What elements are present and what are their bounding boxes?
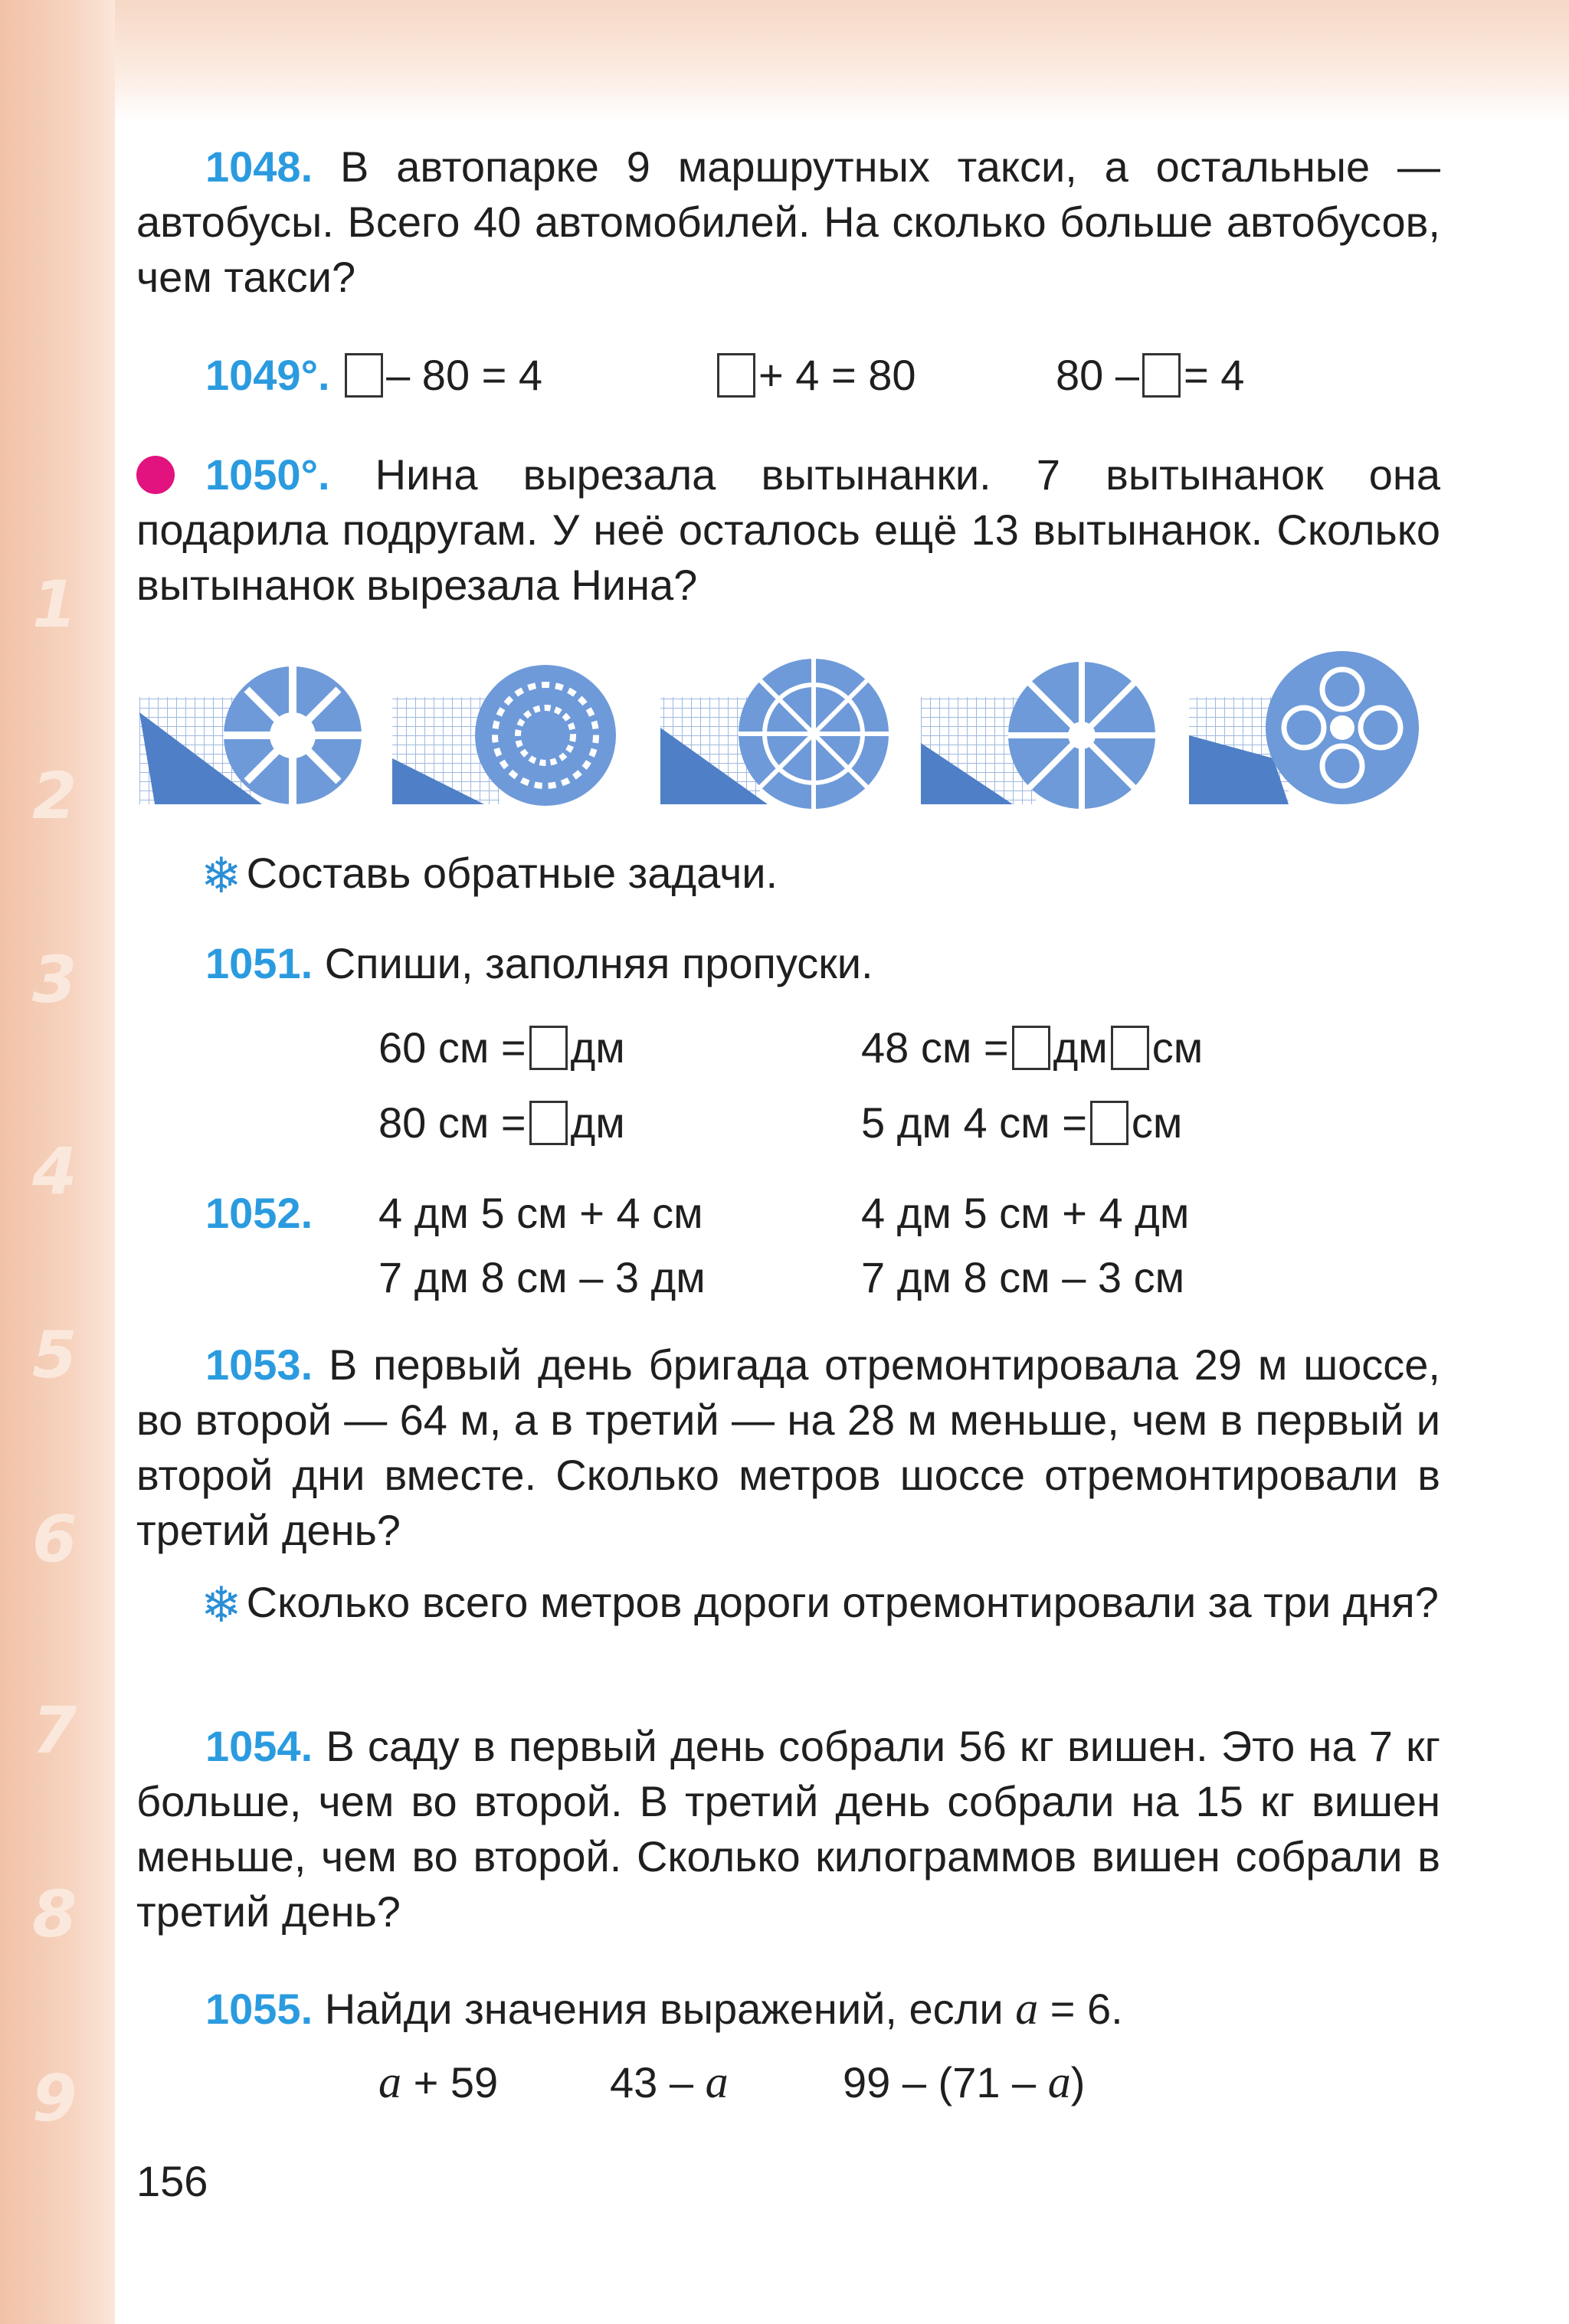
reverse-task-text: Составь обратные задачи. bbox=[246, 849, 778, 897]
sidebar-tab-strip bbox=[0, 0, 115, 2324]
expression-part: 99 – (71 – bbox=[843, 2058, 1037, 2106]
answer-box[interactable] bbox=[529, 1026, 568, 1070]
problem-1052-number bbox=[205, 1189, 313, 1238]
conversion-unit: см bbox=[1151, 1023, 1204, 1072]
conversion-unit: см bbox=[1131, 1098, 1183, 1147]
snowflake-icon: ❄ bbox=[201, 1577, 242, 1632]
answer-box[interactable] bbox=[1111, 1026, 1149, 1070]
problem-number: 1048. bbox=[205, 142, 313, 191]
snowflake-cutouts-illustration bbox=[139, 643, 1442, 820]
sidebar-number-2: 2 bbox=[32, 758, 77, 833]
problem-number: 1050°. bbox=[205, 450, 330, 499]
problem-text: Найди значения выражений, если bbox=[324, 1985, 1004, 2033]
conversion-2 bbox=[861, 1023, 1203, 1072]
answer-box[interactable] bbox=[1142, 353, 1181, 398]
reverse-task-row bbox=[201, 848, 778, 903]
expression-1 bbox=[378, 2057, 498, 2107]
conversion-3 bbox=[378, 1098, 625, 1147]
conversion-left: 60 см = bbox=[378, 1023, 526, 1072]
problem-number: 1052. bbox=[205, 1189, 313, 1237]
expression-3 bbox=[843, 2057, 1085, 2107]
conversion-unit: дм bbox=[570, 1098, 625, 1147]
sidebar-number-9: 9 bbox=[32, 2061, 77, 2136]
problem-1054 bbox=[136, 1719, 1440, 1939]
expression-part: 43 – bbox=[610, 2058, 693, 2106]
sidebar-number-7: 7 bbox=[32, 1693, 77, 1768]
conversion-left: 48 см = bbox=[861, 1023, 1009, 1072]
answer-box[interactable] bbox=[345, 353, 383, 398]
variable-a: a bbox=[1015, 1983, 1039, 2034]
sidebar-number-8: 8 bbox=[32, 1877, 77, 1952]
conversion-left: 80 см = bbox=[378, 1098, 526, 1147]
expression-b2: 7 дм 8 см – 3 см bbox=[861, 1253, 1185, 1301]
answer-box[interactable] bbox=[717, 353, 755, 398]
problem-1053-extra bbox=[136, 1575, 1440, 1632]
equation-1: – 80 = 4 bbox=[386, 351, 543, 399]
expression-part: + 59 bbox=[413, 2058, 499, 2106]
problem-number: 1054. bbox=[205, 1722, 313, 1770]
problem-text-end: = 6. bbox=[1050, 1985, 1123, 2033]
variable-a: a bbox=[1047, 2057, 1071, 2107]
problem-text: Нина вырезала вытынанки. 7 вытынанок она подарила подругам. У неё осталось ещё 13 вытынанок. Сколько вытынанок вырезала Нина? bbox=[136, 450, 1440, 609]
problem-1053 bbox=[136, 1337, 1440, 1558]
problem-text: В саду в первый день собрали 56 кг вишен. Это на 7 кг больше, чем во второй. В третий день собрали на 15 кг вишен меньше, чем во второй. Сколько килограммов вишен собрали в третий день? bbox=[136, 1722, 1441, 1936]
equation-3b: = 4 bbox=[1184, 351, 1245, 399]
conversion-1 bbox=[378, 1023, 625, 1072]
expression-2 bbox=[610, 2057, 729, 2107]
equation-3a: 80 – bbox=[1056, 351, 1139, 399]
extra-question: Сколько всего метров дороги отремонтировали за три дня? bbox=[246, 1578, 1439, 1626]
problem-number: 1051. bbox=[205, 939, 313, 987]
conversion-left: 5 дм 4 см = bbox=[861, 1098, 1087, 1147]
sidebar-number-3: 3 bbox=[32, 942, 77, 1017]
answer-box[interactable] bbox=[529, 1101, 568, 1145]
problem-1050 bbox=[136, 447, 1440, 613]
sidebar-number-5: 5 bbox=[32, 1317, 77, 1393]
equation-3-row bbox=[1056, 351, 1244, 400]
problem-number: 1055. bbox=[205, 1985, 313, 2033]
expression-a2: 4 дм 5 см + 4 дм bbox=[861, 1189, 1190, 1237]
equation-2: + 4 = 80 bbox=[758, 351, 916, 399]
problem-number: 1049°. bbox=[205, 351, 330, 399]
problem-1049 bbox=[205, 351, 542, 400]
answer-box[interactable] bbox=[1012, 1026, 1050, 1070]
expression-b1: 7 дм 8 см – 3 дм bbox=[378, 1253, 706, 1301]
sidebar-number-1: 1 bbox=[32, 567, 77, 642]
expression-a1: 4 дм 5 см + 4 см bbox=[378, 1189, 703, 1237]
problem-text: В автопарке 9 маршрутных такси, а остальные — автобусы. Всего 40 автомобилей. На сколько больше автобусов, чем такси? bbox=[136, 142, 1440, 301]
problem-number: 1053. bbox=[205, 1340, 313, 1389]
top-band bbox=[0, 0, 1569, 123]
expression-part: ) bbox=[1070, 2058, 1086, 2106]
problem-1055 bbox=[205, 1984, 1123, 2034]
equation-2-row bbox=[714, 351, 916, 400]
conversion-4 bbox=[861, 1098, 1182, 1147]
problem-1051 bbox=[205, 939, 873, 988]
variable-a: a bbox=[378, 2057, 401, 2107]
variable-a: a bbox=[705, 2057, 729, 2107]
snowflake-icon: ❄ bbox=[201, 848, 242, 903]
answer-box[interactable] bbox=[1090, 1101, 1128, 1145]
problem-text: Спиши, заполняя пропуски. bbox=[324, 939, 873, 987]
problem-1048 bbox=[136, 139, 1440, 305]
sidebar-number-6: 6 bbox=[32, 1501, 77, 1576]
conversion-unit: дм bbox=[570, 1023, 625, 1072]
problem-text: В первый день бригада отремонтировала 29 м шоссе, во второй — 64 м, а в третий — на 28 м меньше, чем в первый и второй дни вместе. Сколько метров шоссе отремонтировали в третий день? bbox=[136, 1340, 1440, 1554]
page-number: 156 bbox=[136, 2157, 208, 2205]
sidebar-number-4: 4 bbox=[32, 1134, 77, 1209]
conversion-unit: дм bbox=[1053, 1023, 1108, 1072]
